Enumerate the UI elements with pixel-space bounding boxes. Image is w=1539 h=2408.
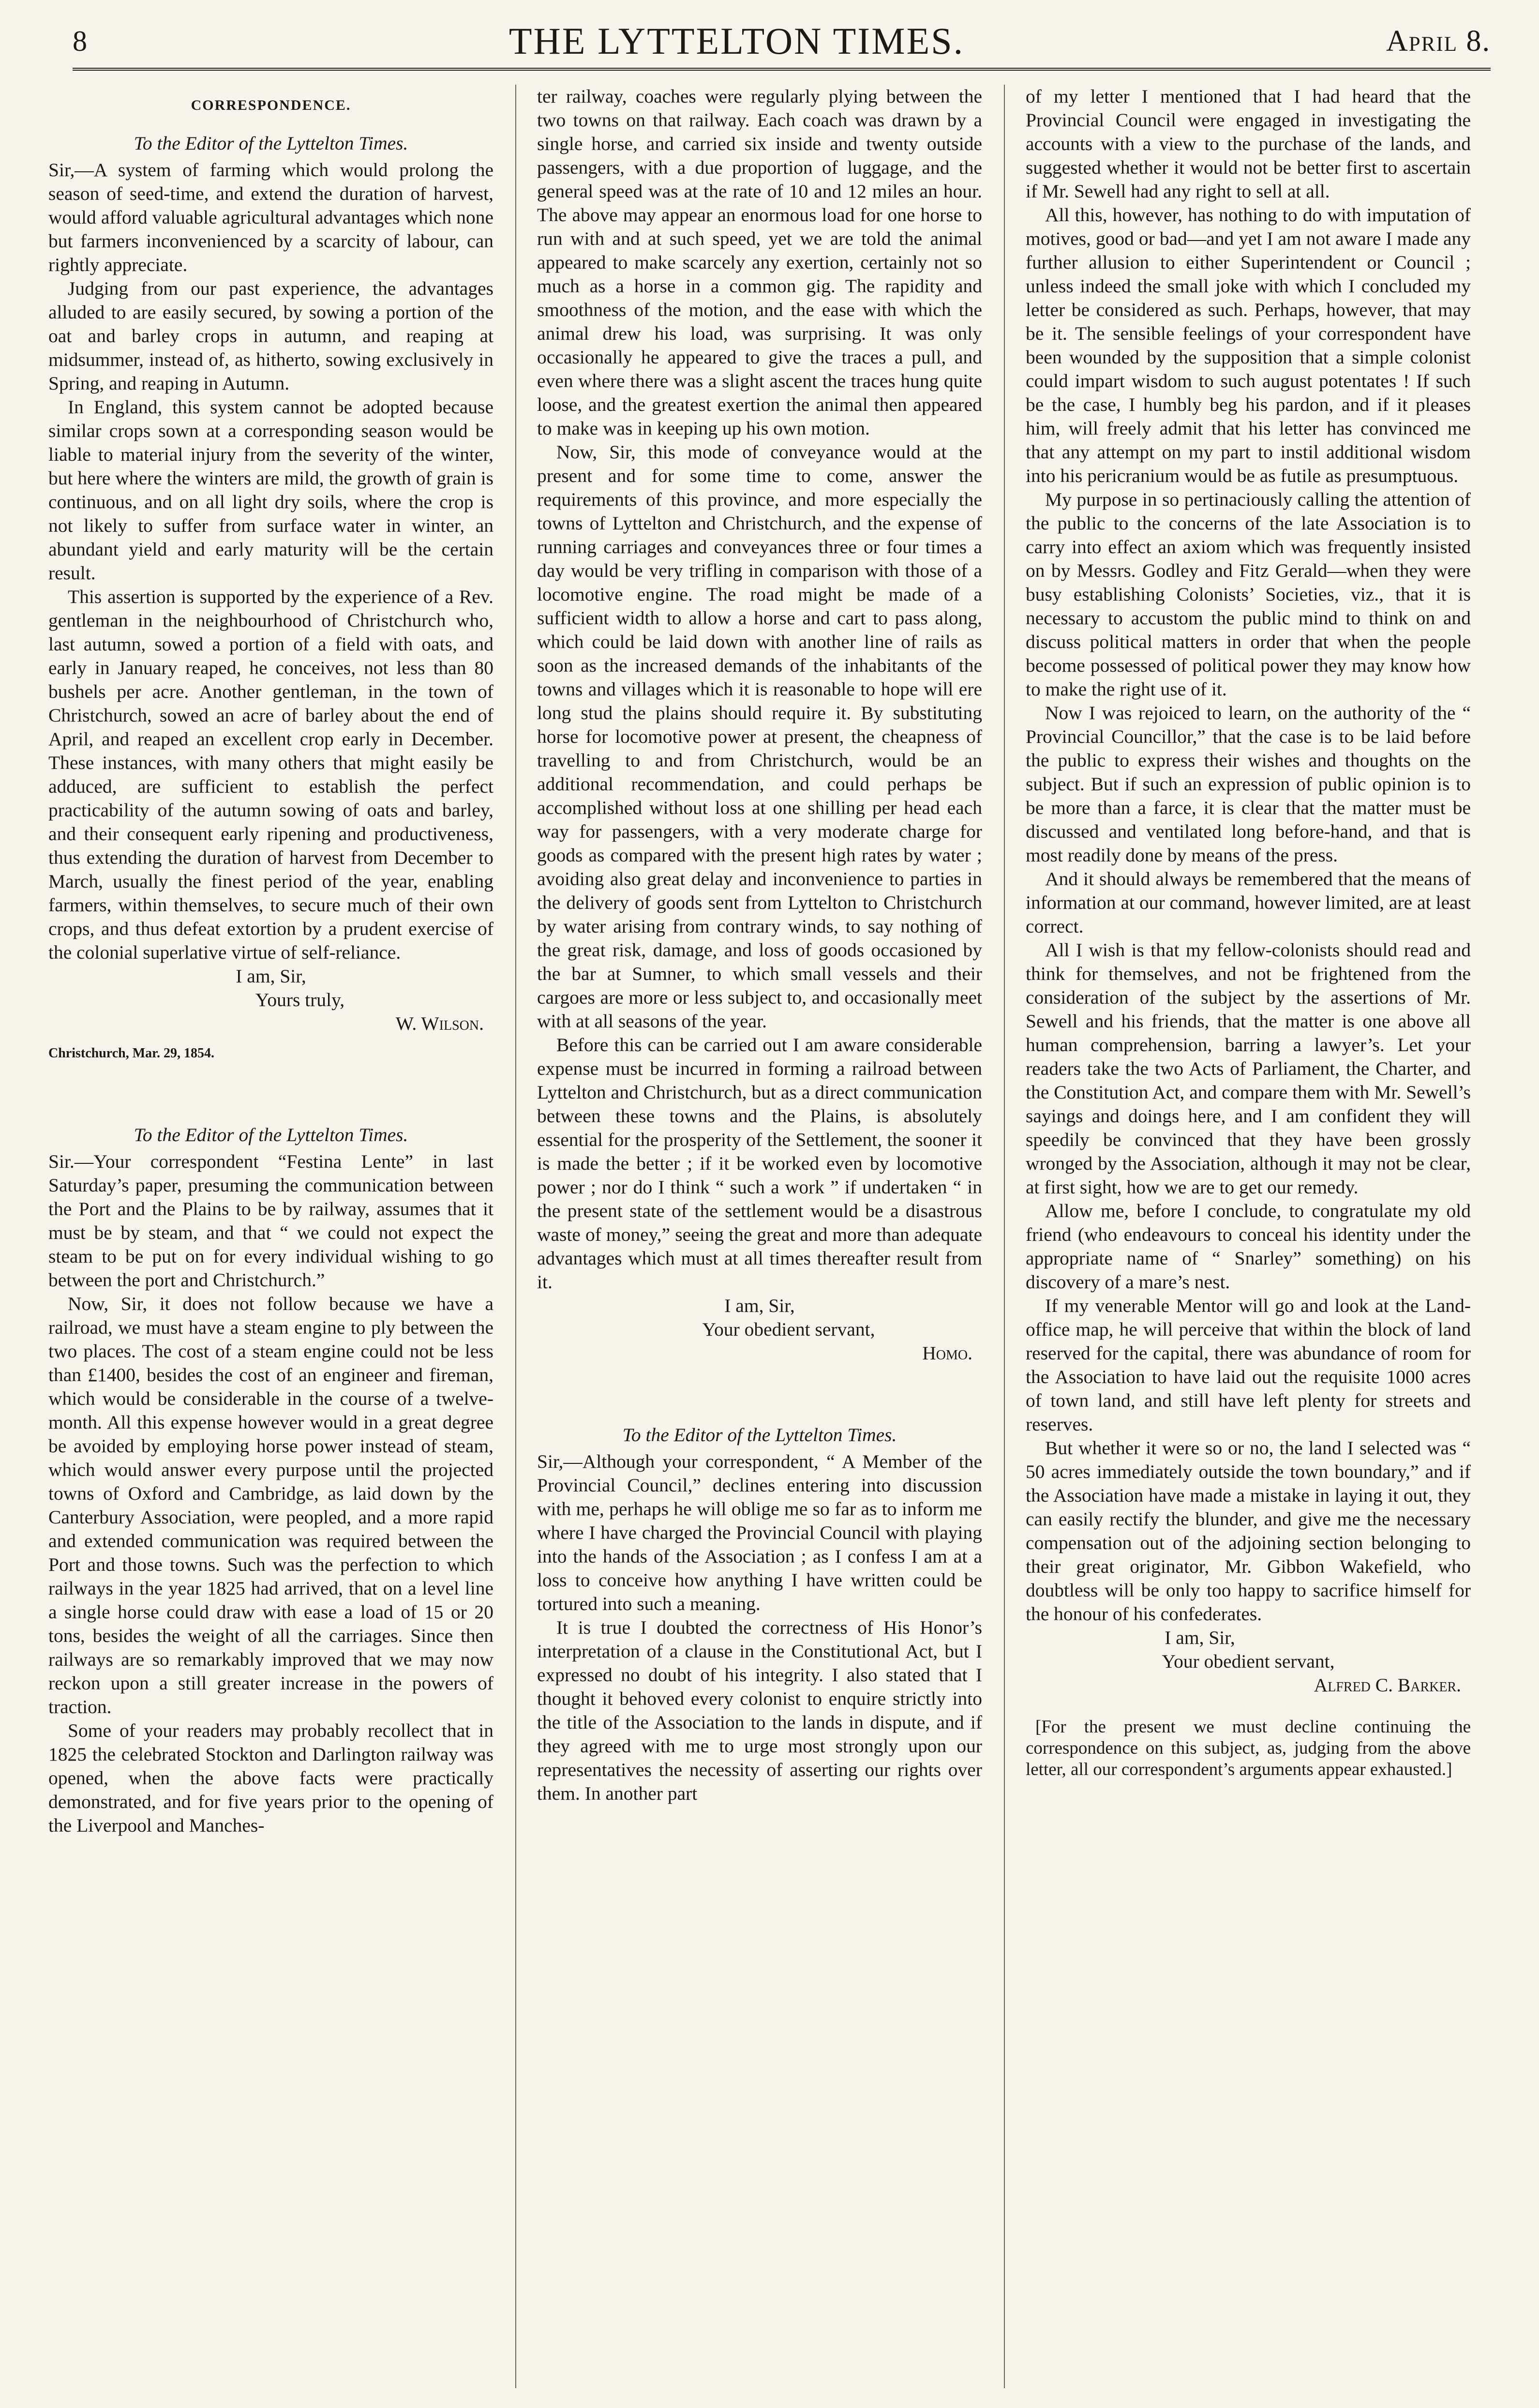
column-3: [1026, 85, 1471, 2388]
letter-signature: W. Wilson.: [395, 1013, 484, 1034]
letter-place-date: Christchurch, Mar. 29, 1854.: [48, 1046, 214, 1061]
letter-barker: [537, 1423, 982, 1806]
letter-paragraph: Before this can be carried out I am aware considerable expense must be incurred in forming a railroad between Lyttelton and Christchurch, but as a direct communication between these towns and the Plains, is absolutely essential for the prosperity of the Settlement, the sooner it is made the better ; if it be worked even by locomotive power ; nor do I think “ such a work ” if undertaken “ in the present state of the settlement would be a disastrous waste of money,” seeing the great and more than adequate advantages which must at all times thereafter result from it.: [537, 1034, 982, 1293]
letter-paragraph: Some of your readers may probably recollect that in 1825 the celebrated Stockton and Darlington railway was opened, when the above facts were practically demonstrated, and for five years prior to the opening of the Liverpool and Manches-: [48, 1720, 493, 1836]
letter-salutation-heading: To the Editor of the Lyttelton Times.: [134, 1124, 408, 1145]
masthead: [73, 15, 1491, 71]
letter-paragraph: If my venerable Mentor will go and look at the Land-office map, he will perceive that within the block of land reserved for the capital, there was abundance of room for the Association to have laid out the requisite 1000 acres of town land, and still have left plenty for streets and reserves.: [1026, 1295, 1471, 1435]
letter-homo: [48, 1123, 493, 1837]
letter-paragraph: Allow me, before I conclude, to congratulate my old friend (who endeavours to conceal his identity under the appropriate name of “ Snarley” something) on his discovery of a mare’s nest.: [1026, 1200, 1471, 1293]
letter-paragraph: And it should always be remembered that the means of information at our command, however limited, are at least correct.: [1026, 868, 1471, 937]
column-2: [537, 85, 982, 2388]
letter-paragraph: of my letter I mentioned that I had heard that the Provincial Council were engaged in investigating the accounts with a view to the purchase of the lands, and suggested whether it would not be better first to ascertain if Mr. Sewell had any right to sell at all.: [1026, 86, 1471, 202]
letter-salutation-heading: To the Editor of the Lyttelton Times.: [134, 133, 408, 154]
letter-paragraph: Now I was rejoiced to learn, on the authority of the “ Provincial Councillor,” that the case is to be laid before the public to express their wishes and thoughts on the subject. But if such an expression of public opinion is to be more than a farce, it is clear that the matter must be discussed and ventilated long before-hand, and that is most readily done by means of the press.: [1026, 702, 1471, 866]
letter-homo-continued: [537, 85, 982, 1365]
letter-closing: I am, Sir,: [724, 1295, 795, 1316]
letter-closing: I am, Sir,: [236, 965, 306, 987]
letter-salutation-heading: To the Editor of the Lyttelton Times.: [622, 1424, 897, 1445]
section-heading: CORRESPONDENCE.: [191, 97, 351, 113]
letter-paragraph: In England, this system cannot be adopted because similar crops sown at a corresponding season would be liable to material injury from the severity of the winter, but here where the winters are mild, the growth of grain is continuous, and on all light dry soils, where the crop is not likely to suffer from surface water in winter, an abundant yield and early maturity will be the certain result.: [48, 396, 493, 584]
letter-closing: Yours truly,: [255, 989, 345, 1010]
letter-paragraph: It is true I doubted the correctness of His Honor’s interpretation of a clause in the Constitutional Act, but I expressed no doubt of his integrity. I also stated that I thought it behoved every colonist to enquire strictly into the title of the Association to the lands in dispute, and if they agreed with me to urge most strongly upon our representatives the necessity of asserting our rights over them. In another part: [537, 1617, 982, 1804]
letter-closing: I am, Sir,: [1165, 1627, 1235, 1648]
letter-wilson: [48, 132, 493, 1065]
column-1: [48, 85, 493, 2388]
letter-paragraph: My purpose in so pertinaciously calling the attention of the public to the concerns of the late Association is to carry into effect an axiom which was frequently insisted on by Messrs. Godley and Fitz Gerald—when they were busy establishing Colonists’ Societies, viz., that it is necessary to accustom the public mind to think on and discuss political matters in order that when the people become possessed of political power they may know how to make the right use of it.: [1026, 489, 1471, 700]
page-number: 8: [73, 25, 87, 57]
editor-note: [For the present we must decline continuing the correspondence on this subject, as, judging from the above letter, all our correspondent’s arguments appear exhausted.]: [1026, 1717, 1471, 1779]
letter-paragraph: Now, Sir, it does not follow because we have a railroad, we must have a steam engine to ply between the two places. The cost of a steam engine could not be less than £1400, besides the cost of an engineer and fireman, which would be considerable in the course of a twelve-month. All this expense however would in a great degree be avoided by employing horse power instead of steam, which would answer every purpose until the projected towns of Oxford and Cambridge, as laid down by the Canterbury Association, were peopled, and a more rapid and extended communication was required between the Port and those towns. Such was the perfection to which railways in the year 1825 had arrived, that on a level line a single horse could draw with ease a load of 15 or 20 tons, besides the weight of all the carriages. Since then railways are so remarkably improved that we may now reckon upon a still greater increase in the powers of traction.: [48, 1293, 493, 1717]
letter-signature: Alfred C. Barker.: [1314, 1674, 1461, 1696]
letter-paragraph: But whether it were so or no, the land I selected was “ 50 acres immediately outside the town boundary,” and if the Association have made a mistake in laying it out, they can easily rectify the blunder, and give me the necessary compensation out of the adjoining section belonging to their great originator, Mr. Gibbon Wakefield, who doubtless will be only too happy to sacrifice himself for the honour of his confederates.: [1026, 1437, 1471, 1625]
letter-paragraph: Judging from our past experience, the advantages alluded to are easily secured, by sowing a portion of the oat and barley crops in autumn, and reaping at midsummer, instead of, as hitherto, sowing exclusively in Spring, and reaping in Autumn.: [48, 278, 493, 394]
letter-paragraph: Now, Sir, this mode of conveyance would at the present and for some time to come, answer the requirements of this province, and more especially the towns of Lyttelton and Christchurch, and the expense of running carriages and conveyances three or four times a day would be very trifling in comparison with those of a locomotive engine. The road might be made of a sufficient width to allow a horse and cart to pass along, which could be laid down with another line of rails as soon as the increased demands of the inhabitants of the towns and villages which it is reasonable to hope will ere long stud the plains should require it. By substituting horse for locomotive power at present, the cheapness of travelling to and from Christchurch, would be an additional recommendation, and could perhaps be accomplished without loss at one shilling per head each way for passengers, with a very moderate charge for goods as compared with the present high rates by water ; avoiding also great delay and inconvenience to parties in the delivery of goods sent from Lyttelton to Christchurch by water arising from contrary winds, to say nothing of the great risk, damage, and loss of goods occasioned by the bar at Sumner, to which small vessels and their cargoes are more or less subject to, and occasionally meet with at all seasons of the year.: [537, 441, 982, 1032]
letter-paragraph: Sir.—Your correspondent “Festina Lente” in last Saturday’s paper, presuming the communication between the Port and the Plains to be by railway, assumes that it must be by steam, and that “ we could not expect the steam to be put on for every individual wishing to go between the port and Christchurch.”: [48, 1151, 493, 1291]
letter-closing: Your obedient servant,: [1162, 1651, 1335, 1672]
column-rule: [515, 85, 516, 2388]
column-rule: [1004, 85, 1005, 2388]
letter-paragraph: Sir,—A system of farming which would prolong the season of seed-time, and extend the duration of harvest, would afford valuable agricultural advantages which none but farmers inconvenienced by a scarcity of labour, can rightly appreciate.: [48, 159, 493, 275]
letter-paragraph: This assertion is supported by the experience of a Rev. gentleman in the neighbourhood of Christchurch who, last autumn, sowed a portion of a field with oats, and early in January reaped, he conceives, not less than 80 bushels per acre. Another gentleman, in the town of Christchurch, sowed an acre of barley about the end of April, and reaped an excellent crop early in December. These instances, with many others that might easily be adduced, are sufficient to establish the perfect practicability of the autumn sowing of oats and barley, and their consequent early ripening and productiveness, thus extending the duration of harvest from December to March, usually the finest period of the year, enabling farmers, within themselves, to secure much of their own crops, and thus defeat extortion by a prudent exercise of the colonial superlative virtue of self-reliance.: [48, 586, 493, 963]
letter-paragraph: ter railway, coaches were regularly plying between the two towns on that railway. Each coach was drawn by a single horse, and carried six inside and twenty outside passengers, with a due proportion of luggage, and the general speed was at the rate of 10 and 12 miles an hour. The above may appear an enormous load for one horse to run with and at such speed, yet we are told the animal appeared to make scarcely any exertion, certainly not so much as a horse in a common gig. The rapidity and smoothness of the motion, and the ease with which the animal drew his load, was surprising. It was only occasionally he appeared to give the traces a pull, and even where there was a slight ascent the traces hung quite loose, and the greatest exertion the animal then appeared to make was in keeping up his own motion.: [537, 86, 982, 439]
letter-paragraph: All I wish is that my fellow-colonists should read and think for themselves, and not be frightened from the consideration of the subject by the assertions of Mr. Sewell and his friends, that the matter is one above all human comprehension, barring a lawyer’s. Let your readers take the two Acts of Parliament, the Charter, and the Constitution Act, and compare them with Mr. Sewell’s sayings and doings here, and I am confident they will speedily be convinced that they have been grossly wronged by the Association, although it may not be clear, at first sight, how we are to get our remedy.: [1026, 939, 1471, 1198]
letter-paragraph: All this, however, has nothing to do with imputation of motives, good or bad—and yet I am not aware I made any further allusion to either Superintendent or Council ; unless indeed the small joke with which I concluded my letter be considered as such. Perhaps, however, that may be it. The sensible feelings of your correspondent have been wounded by the supposition that a simple colonist could impart wisdom to such august potentates ! If such be the case, I humbly beg his pardon, and if it pleases him, will freely admit that his letter has convinced me that any attempt on my part to instil additional wisdom into his pericranium would be as futile as presumptuous.: [1026, 204, 1471, 486]
letter-paragraph: Sir,—Although your correspondent, “ A Member of the Provincial Council,” declines entering into discussion with me, perhaps he will oblige me so far as to inform me where I have charged the Provincial Council with playing into the hands of the Association ; as I confess I am at a loss to conceive how anything I have written could be tortured into such a meaning.: [537, 1451, 982, 1614]
letter-signature: Homo.: [922, 1342, 972, 1364]
letter-closing: Your obedient servant,: [702, 1319, 875, 1340]
newspaper-title: THE LYTTELTON TIMES.: [508, 20, 965, 62]
letter-barker-continued: [1026, 85, 1471, 1780]
issue-date: April 8.: [1386, 24, 1491, 58]
